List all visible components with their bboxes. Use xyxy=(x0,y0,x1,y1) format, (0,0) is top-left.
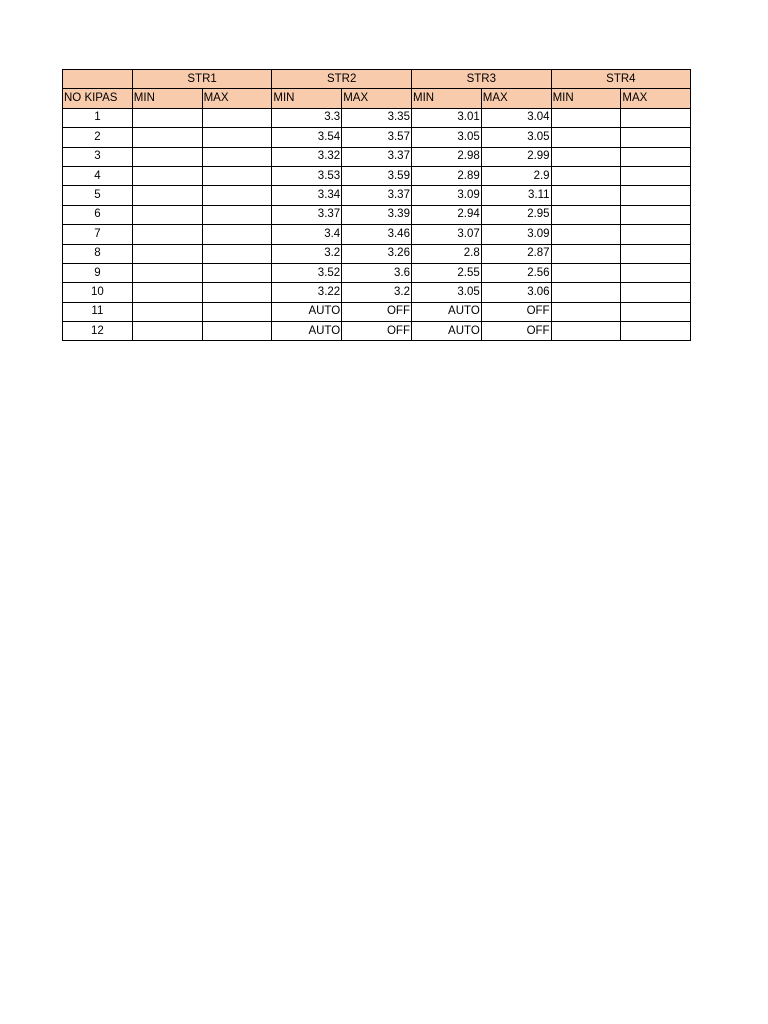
str1-min-cell[interactable] xyxy=(132,225,202,244)
str4-max-cell[interactable] xyxy=(621,302,691,321)
table-body xyxy=(63,70,691,341)
str3-min-cell[interactable]: 3.09 xyxy=(411,186,481,205)
str4-min-cell[interactable] xyxy=(551,263,621,282)
table-row xyxy=(63,166,691,185)
str3-min-cell[interactable]: 3.07 xyxy=(411,225,481,244)
str3-max-cell[interactable]: OFF xyxy=(481,322,551,341)
table-row xyxy=(63,302,691,321)
str4-max-cell[interactable] xyxy=(621,225,691,244)
table-row xyxy=(63,186,691,205)
str1-max-cell[interactable] xyxy=(202,166,272,185)
str2-max-cell[interactable]: 3.57 xyxy=(342,128,412,147)
row-number-cell[interactable]: 8 xyxy=(63,244,133,263)
str2-max-cell[interactable]: 3.2 xyxy=(342,283,412,302)
str1-max-header[interactable]: MAX xyxy=(202,89,272,108)
table-row xyxy=(63,128,691,147)
str1-max-cell[interactable] xyxy=(202,283,272,302)
table-row xyxy=(63,205,691,224)
row-number-cell[interactable]: 4 xyxy=(63,166,133,185)
str3-max-cell[interactable]: 2.99 xyxy=(481,147,551,166)
str4-max-cell[interactable] xyxy=(621,244,691,263)
row-number-cell[interactable]: 9 xyxy=(63,263,133,282)
str2-min-cell[interactable]: 3.2 xyxy=(272,244,342,263)
str4-min-cell[interactable] xyxy=(551,128,621,147)
row-label-header[interactable]: NO KIPAS xyxy=(63,89,133,108)
row-number-cell[interactable]: 7 xyxy=(63,225,133,244)
str4-max-cell[interactable] xyxy=(621,283,691,302)
str3-min-cell[interactable]: 2.98 xyxy=(411,147,481,166)
str4-max-cell[interactable] xyxy=(621,205,691,224)
str2-max-cell[interactable]: 3.39 xyxy=(342,205,412,224)
str3-max-cell[interactable]: 2.87 xyxy=(481,244,551,263)
str4-max-cell[interactable] xyxy=(621,128,691,147)
str4-min-cell[interactable] xyxy=(551,283,621,302)
corner-cell[interactable] xyxy=(63,70,133,89)
str2-max-cell[interactable]: 3.46 xyxy=(342,225,412,244)
str4-min-cell[interactable] xyxy=(551,302,621,321)
str2-min-cell[interactable]: 3.3 xyxy=(272,108,342,127)
row-number-cell[interactable]: 10 xyxy=(63,283,133,302)
str4-max-cell[interactable] xyxy=(621,108,691,127)
str1-max-cell[interactable] xyxy=(202,186,272,205)
str1-min-cell[interactable] xyxy=(132,302,202,321)
str3-min-cell[interactable]: 3.01 xyxy=(411,108,481,127)
str1-min-cell[interactable] xyxy=(132,128,202,147)
str1-max-cell[interactable] xyxy=(202,147,272,166)
str1-max-cell[interactable] xyxy=(202,108,272,127)
str4-max-cell[interactable] xyxy=(621,186,691,205)
str3-min-cell[interactable]: 2.8 xyxy=(411,244,481,263)
str3-max-cell[interactable]: 3.11 xyxy=(481,186,551,205)
str1-min-cell[interactable] xyxy=(132,283,202,302)
str2-min-cell[interactable]: 3.52 xyxy=(272,263,342,282)
str2-max-cell[interactable]: OFF xyxy=(342,302,412,321)
table-row xyxy=(63,283,691,302)
table-row xyxy=(63,108,691,127)
str4-max-header[interactable]: MAX xyxy=(621,89,691,108)
data-table xyxy=(62,69,691,341)
str3-min-cell[interactable]: 2.89 xyxy=(411,166,481,185)
row-number-cell[interactable]: 2 xyxy=(63,128,133,147)
str3-min-header[interactable]: MIN xyxy=(411,89,481,108)
row-number-cell[interactable]: 5 xyxy=(63,186,133,205)
str2-min-cell[interactable]: 3.4 xyxy=(272,225,342,244)
table-row xyxy=(63,225,691,244)
str4-max-cell[interactable] xyxy=(621,322,691,341)
str2-max-cell[interactable]: 3.6 xyxy=(342,263,412,282)
group-header-str3[interactable]: STR3 xyxy=(411,70,551,89)
str1-max-cell[interactable] xyxy=(202,302,272,321)
str3-min-cell[interactable]: 3.05 xyxy=(411,128,481,147)
str1-min-cell[interactable] xyxy=(132,205,202,224)
str3-min-cell[interactable]: 2.94 xyxy=(411,205,481,224)
row-number-cell[interactable]: 6 xyxy=(63,205,133,224)
str3-max-cell[interactable]: 3.06 xyxy=(481,283,551,302)
str4-min-cell[interactable] xyxy=(551,225,621,244)
str4-min-cell[interactable] xyxy=(551,244,621,263)
row-number-cell[interactable]: 11 xyxy=(63,302,133,321)
str1-max-cell[interactable] xyxy=(202,128,272,147)
table-row xyxy=(63,322,691,341)
group-header-str4[interactable]: STR4 xyxy=(551,70,691,89)
group-header-str1[interactable]: STR1 xyxy=(132,70,272,89)
column-header-row xyxy=(63,89,691,108)
group-header-row xyxy=(63,70,691,89)
str2-max-cell[interactable]: OFF xyxy=(342,322,412,341)
str3-max-cell[interactable]: 2.95 xyxy=(481,205,551,224)
str2-min-cell[interactable]: 3.34 xyxy=(272,186,342,205)
table-row xyxy=(63,244,691,263)
str1-min-cell[interactable] xyxy=(132,244,202,263)
table-row xyxy=(63,263,691,282)
str1-min-cell[interactable] xyxy=(132,263,202,282)
row-number-cell[interactable]: 1 xyxy=(63,108,133,127)
str1-max-cell[interactable] xyxy=(202,244,272,263)
str1-min-cell[interactable] xyxy=(132,166,202,185)
str4-min-cell[interactable] xyxy=(551,166,621,185)
str2-min-cell[interactable]: AUTO xyxy=(272,322,342,341)
str2-min-cell[interactable]: 3.32 xyxy=(272,147,342,166)
str3-max-cell[interactable]: 2.9 xyxy=(481,166,551,185)
str2-max-cell[interactable]: 3.59 xyxy=(342,166,412,185)
str4-max-cell[interactable] xyxy=(621,147,691,166)
str2-min-cell[interactable]: 3.54 xyxy=(272,128,342,147)
str1-min-cell[interactable] xyxy=(132,186,202,205)
str3-min-cell[interactable]: AUTO xyxy=(411,322,481,341)
str3-max-cell[interactable]: 3.04 xyxy=(481,108,551,127)
str3-max-header[interactable]: MAX xyxy=(481,89,551,108)
str2-min-cell[interactable]: 3.22 xyxy=(272,283,342,302)
str2-max-cell[interactable]: 3.37 xyxy=(342,186,412,205)
group-header-str2[interactable]: STR2 xyxy=(272,70,412,89)
str2-max-header[interactable]: MAX xyxy=(342,89,412,108)
str2-max-cell[interactable]: 3.35 xyxy=(342,108,412,127)
str2-min-cell[interactable]: 3.53 xyxy=(272,166,342,185)
str3-max-cell[interactable]: 3.09 xyxy=(481,225,551,244)
str1-min-cell[interactable] xyxy=(132,322,202,341)
str2-min-header[interactable]: MIN xyxy=(272,89,342,108)
str2-min-cell[interactable]: 3.37 xyxy=(272,205,342,224)
str4-max-cell[interactable] xyxy=(621,166,691,185)
str3-min-cell[interactable]: 2.55 xyxy=(411,263,481,282)
str3-max-cell[interactable]: 3.05 xyxy=(481,128,551,147)
str4-min-cell[interactable] xyxy=(551,108,621,127)
str1-max-cell[interactable] xyxy=(202,205,272,224)
str2-max-cell[interactable]: 3.37 xyxy=(342,147,412,166)
table-row xyxy=(63,147,691,166)
str1-max-cell[interactable] xyxy=(202,322,272,341)
str3-max-cell[interactable]: 2.56 xyxy=(481,263,551,282)
str3-min-cell[interactable]: AUTO xyxy=(411,302,481,321)
row-number-cell[interactable]: 3 xyxy=(63,147,133,166)
str4-min-cell[interactable] xyxy=(551,322,621,341)
str1-min-cell[interactable] xyxy=(132,108,202,127)
str4-min-cell[interactable] xyxy=(551,205,621,224)
str2-max-cell[interactable]: 3.26 xyxy=(342,244,412,263)
str4-max-cell[interactable] xyxy=(621,263,691,282)
str2-min-cell[interactable]: AUTO xyxy=(272,302,342,321)
str4-min-header[interactable]: MIN xyxy=(551,89,621,108)
str4-min-cell[interactable] xyxy=(551,186,621,205)
str3-min-cell[interactable]: 3.05 xyxy=(411,283,481,302)
str1-max-cell[interactable] xyxy=(202,263,272,282)
str1-max-cell[interactable] xyxy=(202,225,272,244)
str1-min-header[interactable]: MIN xyxy=(132,89,202,108)
row-number-cell[interactable]: 12 xyxy=(63,322,133,341)
str3-max-cell[interactable]: OFF xyxy=(481,302,551,321)
str1-min-cell[interactable] xyxy=(132,147,202,166)
str4-min-cell[interactable] xyxy=(551,147,621,166)
